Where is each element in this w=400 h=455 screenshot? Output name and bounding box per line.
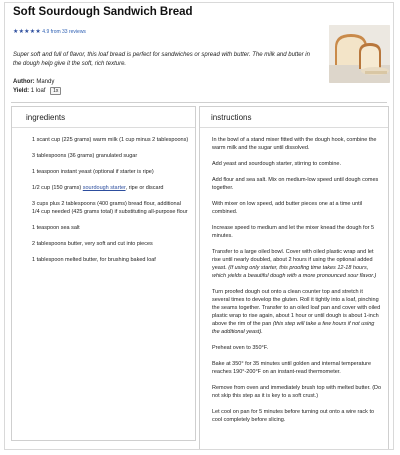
- instruction-step: [212, 248, 382, 280]
- instructions-list: [212, 136, 382, 432]
- instruction-text: With mixer on low speed, add butter pieces one at a time until combined.: [212, 201, 363, 215]
- ingredient-item: 1 teaspoon sea salt: [32, 225, 80, 231]
- ingredient-text: , ripe or discard: [125, 185, 164, 191]
- instruction-step: [212, 160, 382, 168]
- instruction-text: Turn proofed dough out onto a clean counter top and stretch it several times to develop the gluten. Roll it tightly into a loaf, pinching the seams together. Transfer to an oiled loaf pan and cover with oiled plastic wrap to rise again, about 1 hour or until dough is about 1-inch above the rim of the pan: [212, 289, 381, 327]
- instruction-note: (If using only starter, this proofing time takes 12-18 hours, which yields a beautiful dough with a more pronounced sour flavor.): [212, 265, 377, 279]
- ingredient-item: 3 cups plus 2 tablespoons (400 grams) bread flour, additional 1/4 cup needed (425 grams total) if substituting all-purpose flour: [32, 201, 188, 215]
- yield-label: Yield:: [13, 88, 30, 94]
- recipe-photo: [329, 25, 390, 83]
- instruction-text: Bake at 350° for 35 minutes until golden and internal temperature reaches 190°-200°F on an instant-read thermometer.: [212, 361, 372, 375]
- instruction-text: Let cool on pan for 5 minutes before turning out onto a wire rack to cool completely before slicing.: [212, 409, 375, 423]
- sourdough-starter-link[interactable]: sourdough starter: [82, 185, 126, 191]
- instruction-step: [212, 360, 382, 376]
- ingredient-text: 1/2 cup (150 grams): [32, 185, 83, 191]
- rating-reviews-link[interactable]: 4.9 from 33 reviews: [42, 29, 86, 35]
- instruction-step: [212, 136, 382, 152]
- instruction-step: [212, 408, 382, 424]
- instruction-step: [212, 176, 382, 192]
- instruction-step: [212, 224, 382, 240]
- instructions-panel: [199, 106, 389, 450]
- rating-stars-icon[interactable]: ★★★★★: [13, 29, 41, 35]
- instruction-step: [212, 288, 382, 336]
- instruction-step: [212, 200, 382, 216]
- ingredient-item: 1 teaspoon instant yeast (optional if starter is ripe): [32, 169, 154, 175]
- instruction-text: Add yeast and sourdough starter, stirring to combine.: [212, 161, 342, 167]
- rating-row[interactable]: [13, 29, 86, 36]
- ingredient-item: [32, 184, 190, 192]
- instruction-text: Add flour and sea salt. Mix on medium-low speed until dough comes together.: [212, 177, 379, 191]
- recipe-summary: Super soft and full of flavor, this loaf bread is perfect for sandwiches or spread with butter. The milk and butter in the dough help give it the soft, rich texture.: [13, 52, 310, 67]
- instruction-note: (this step will take a few hours if not using the additional yeast).: [212, 321, 375, 335]
- scale-1x-button[interactable]: 1x: [50, 87, 61, 95]
- instructions-heading: instructions: [211, 113, 252, 122]
- recipe-title: Soft Sourdough Sandwich Bread: [13, 6, 193, 18]
- header-divider: [11, 102, 387, 103]
- ingredients-panel: [11, 106, 196, 441]
- instruction-text: In the bowl of a stand mixer fitted with the dough hook, combine the warm milk and the sugar until dissolved.: [212, 137, 377, 151]
- instruction-text: Remove from oven and immediately brush top with melted butter. (Do not skip this step as it is key to a soft crust.): [212, 385, 382, 399]
- author-label: Author:: [13, 79, 35, 85]
- author-row: [13, 78, 54, 86]
- ingredients-heading: ingredients: [26, 113, 66, 122]
- ingredients-list: [32, 136, 190, 272]
- yield-value: 1 loaf: [30, 88, 46, 94]
- bread-loaf-icon: [329, 25, 390, 83]
- instruction-text: Preheat oven to 350°F.: [212, 345, 269, 351]
- instruction-text: Transfer to a large oiled bowl. Cover with oiled plastic wrap and let rise until nearly doubled, about 2 hours if using the optional added yeast.: [212, 249, 374, 271]
- instructions-rule: [200, 127, 388, 128]
- ingredients-rule: [12, 127, 195, 128]
- ingredient-item: 1 scant cup (225 grams) warm milk (1 cup minus 2 tablespoons): [32, 137, 189, 143]
- instruction-step: [212, 344, 382, 352]
- recipe-card: [4, 2, 394, 450]
- yield-row: [13, 87, 61, 95]
- instruction-text: Increase speed to medium and let the mixer knead the dough for 5 minutes.: [212, 225, 375, 239]
- instruction-step: [212, 384, 382, 400]
- ingredient-item: 1 tablespoon melted butter, for brushing baked loaf: [32, 257, 156, 263]
- author-name: Mandy: [36, 79, 55, 85]
- ingredient-item: 3 tablespoons (36 grams) granulated sugar: [32, 153, 138, 159]
- ingredient-item: 2 tablespoons butter, very soft and cut into pieces: [32, 241, 153, 247]
